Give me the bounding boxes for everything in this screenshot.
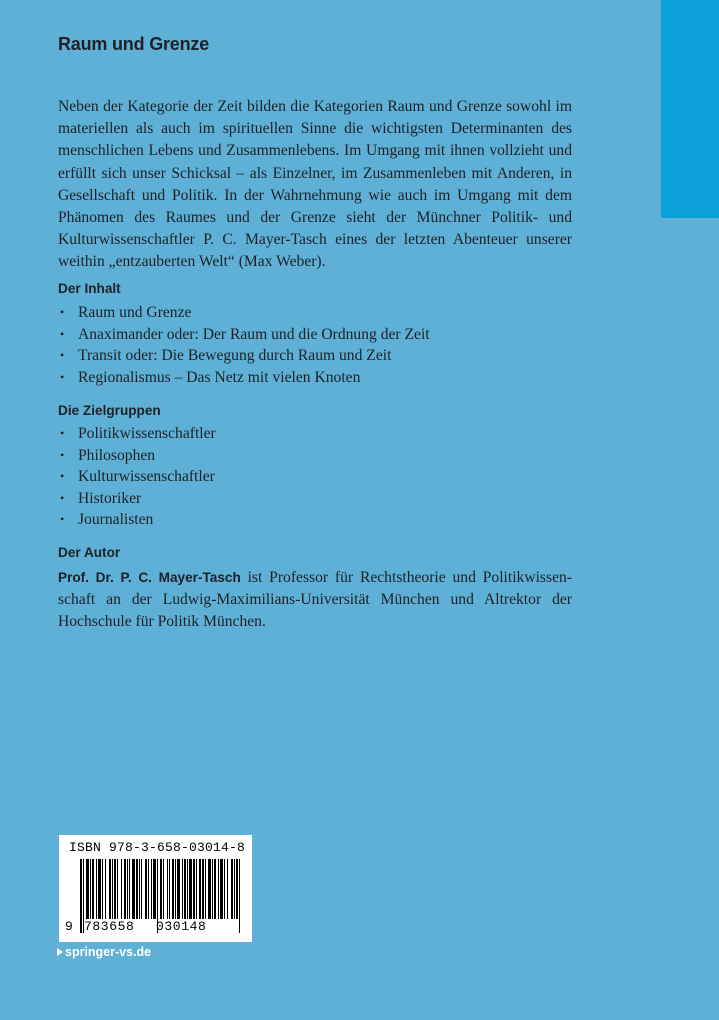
barcode-bar xyxy=(177,859,180,919)
barcode-bar xyxy=(92,859,94,919)
author-bio-text: ist Professor für Rechtstheorie und Politikwissenschaft an der Ludwig-Maximilians-Universität München und Altrektor der Hochschule für Politik München. xyxy=(58,569,572,631)
arrow-right-icon xyxy=(57,948,63,956)
barcode-bar xyxy=(112,859,113,919)
barcode-bar xyxy=(172,859,174,919)
barcode-bar xyxy=(234,859,235,919)
audience-heading: Die Zielgruppen xyxy=(58,403,161,418)
barcode-bar xyxy=(205,859,206,919)
barcode-bar xyxy=(80,859,82,933)
barcode-bar xyxy=(196,859,197,919)
barcode-bar xyxy=(175,859,176,919)
contents-heading: Der Inhalt xyxy=(58,281,121,296)
audience-item: • Journalisten xyxy=(58,509,216,531)
author-name: Prof. Dr. P. C. Mayer-Tasch xyxy=(58,570,241,585)
barcode-bar xyxy=(96,859,97,919)
barcode-bar xyxy=(239,859,240,933)
barcode-bar xyxy=(236,859,238,919)
barcode-bar xyxy=(124,859,126,919)
isbn-barcode xyxy=(59,835,252,942)
barcode-bar xyxy=(220,859,223,919)
barcode-bar xyxy=(148,859,149,919)
audience-item: • Kulturwissenschaftler xyxy=(58,466,216,488)
barcode-bar xyxy=(102,859,103,919)
barcode-bar xyxy=(202,859,204,919)
barcode-bar xyxy=(227,859,228,919)
barcode-bar xyxy=(117,859,118,919)
blurb-paragraph: Neben der Kategorie der Zeit bilden die Kategorien Raum und Grenze sowohl im materiellen als auch im spirituellen Sinne die wichtigsten Determinanten des menschlichen Lebens und Zusammenlebens. Im Umgang mit ihnen vollzieht und erfüllt sich unser Schicksal – als Einzelner, im Zusammenleben mit Anderen, in Gesellschaft und Politik. In der Wahrnehmung wie auch im Umgang mit dem Phänomen des Raumes und der Grenze sieht der Münchner Politik- und Kulturwissenschaftler P. C. Mayer-Tasch eines der letzten Abenteuer unserer weithin „entzauberten Welt“ (Max Weber). xyxy=(58,98,572,271)
barcode-bar xyxy=(114,859,116,919)
barcode-bar xyxy=(184,859,186,919)
barcode-bar xyxy=(169,859,170,919)
barcode-bar xyxy=(153,859,156,919)
barcode-bar xyxy=(199,859,201,919)
contents-item: • Anaximander oder: Der Raum und die Ordnung der Zeit xyxy=(58,324,430,346)
barcode-bar xyxy=(109,859,111,919)
ean-right-digits: 030148 xyxy=(156,919,207,934)
barcode-bar xyxy=(139,859,140,919)
barcode-bar xyxy=(224,859,225,919)
author-heading: Der Autor xyxy=(58,545,121,560)
author-bio xyxy=(58,567,572,634)
book-title: Raum und Grenze xyxy=(58,34,210,54)
contents-item: • Raum und Grenze xyxy=(58,302,430,324)
publisher-url: springer-vs.de xyxy=(65,945,152,959)
barcode-bar xyxy=(136,859,138,919)
barcode-bar xyxy=(208,859,211,919)
publisher-link[interactable] xyxy=(57,945,151,959)
barcode-bar xyxy=(160,859,162,919)
isbn-label: ISBN 978-3-658-03014-8 xyxy=(69,840,246,855)
ean-left-digits: 783658 xyxy=(84,919,135,934)
barcode-bar xyxy=(189,859,192,919)
barcode-bar xyxy=(163,859,164,919)
ean-lead-digit: 9 xyxy=(65,919,73,934)
audience-item: • Philosophen xyxy=(58,445,216,467)
barcode-bar xyxy=(129,859,130,919)
audience-list xyxy=(58,423,216,531)
barcode-bar xyxy=(214,859,216,919)
barcode-bar xyxy=(231,859,233,919)
barcode-bar xyxy=(151,859,152,919)
barcode-bar xyxy=(212,859,213,919)
contents-item: • Transit oder: Die Bewegung durch Raum und Zeit xyxy=(58,345,430,367)
audience-item: • Politikwissenschaftler xyxy=(58,423,216,445)
barcode-bar xyxy=(167,859,168,919)
barcode-bar xyxy=(182,859,183,919)
contents-item: • Regionalismus – Das Netz mit vielen Knoten xyxy=(58,367,430,389)
barcode-bar xyxy=(132,859,135,919)
barcode-bar xyxy=(86,859,89,919)
barcode-bar xyxy=(127,859,128,919)
barcode-bar xyxy=(105,859,106,919)
barcode-bar xyxy=(193,859,195,919)
barcode-bar xyxy=(187,859,188,919)
barcode-bar xyxy=(121,859,122,919)
barcode-bar xyxy=(98,859,101,919)
contents-list xyxy=(58,302,430,388)
audience-item: • Historiker xyxy=(58,488,216,510)
accent-edge-tab xyxy=(661,0,719,218)
barcode-bar xyxy=(141,859,142,919)
barcode-bar xyxy=(145,859,147,919)
barcode-bar xyxy=(218,859,219,919)
barcode-bar xyxy=(90,859,91,919)
